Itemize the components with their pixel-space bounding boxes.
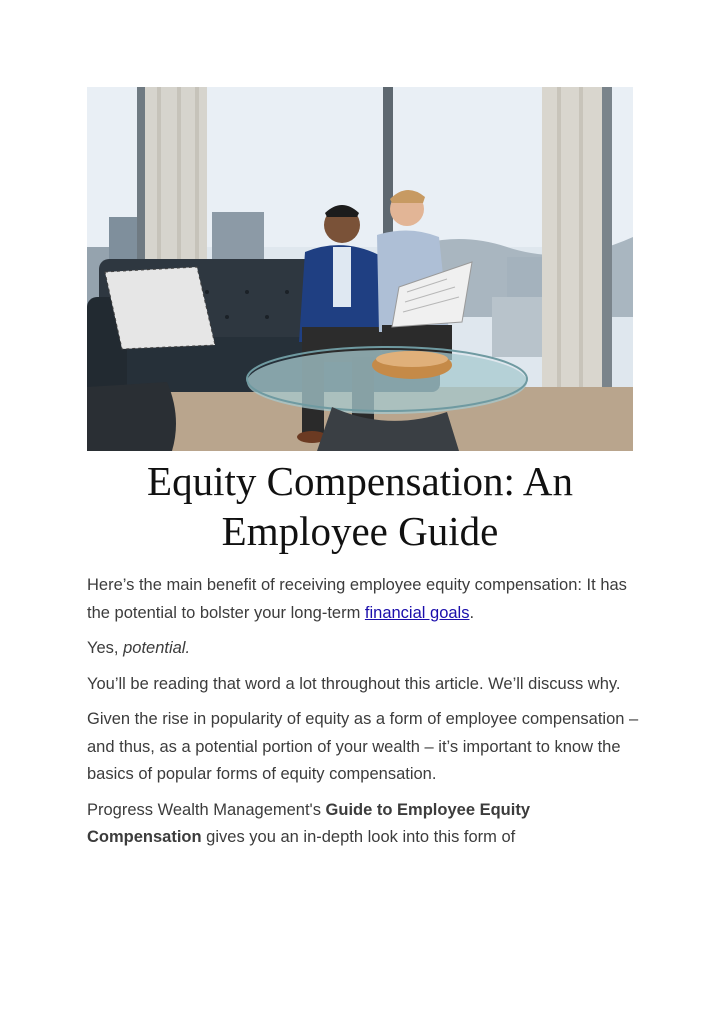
page-title: Equity Compensation: An Employee Guide	[147, 458, 573, 554]
paragraph-1-text: Here’s the main benefit of receiving employee equity compensation: It has the potential to bolster your long-term	[87, 576, 627, 622]
paragraph-1	[87, 572, 647, 627]
hero-image	[87, 87, 633, 451]
financial-goals-link[interactable]: financial goals	[364, 603, 470, 622]
paragraph-5-text: Progress Wealth Management's	[87, 800, 326, 819]
article-body	[87, 572, 647, 860]
paragraph-5-end: gives you an in-depth look into this form of	[201, 828, 516, 846]
paragraph-2	[87, 635, 647, 663]
guide-name: Guide to Employee Equity Compensation	[87, 800, 530, 846]
paragraph-5	[87, 797, 647, 852]
paragraph-2-emphasis: potential.	[123, 639, 191, 657]
paragraph-3: You’ll be reading that word a lot throughout this article. We’ll discuss why.	[87, 674, 621, 693]
paragraph-2-text: Yes,	[87, 639, 124, 657]
paragraph-1-end: .	[469, 603, 475, 622]
paragraph-4: Given the rise in popularity of equity as a form of employee compensation – and thus, as a potential portion of your wealth – it’s important to know the basics of popular forms of equity compensation.	[87, 710, 639, 783]
